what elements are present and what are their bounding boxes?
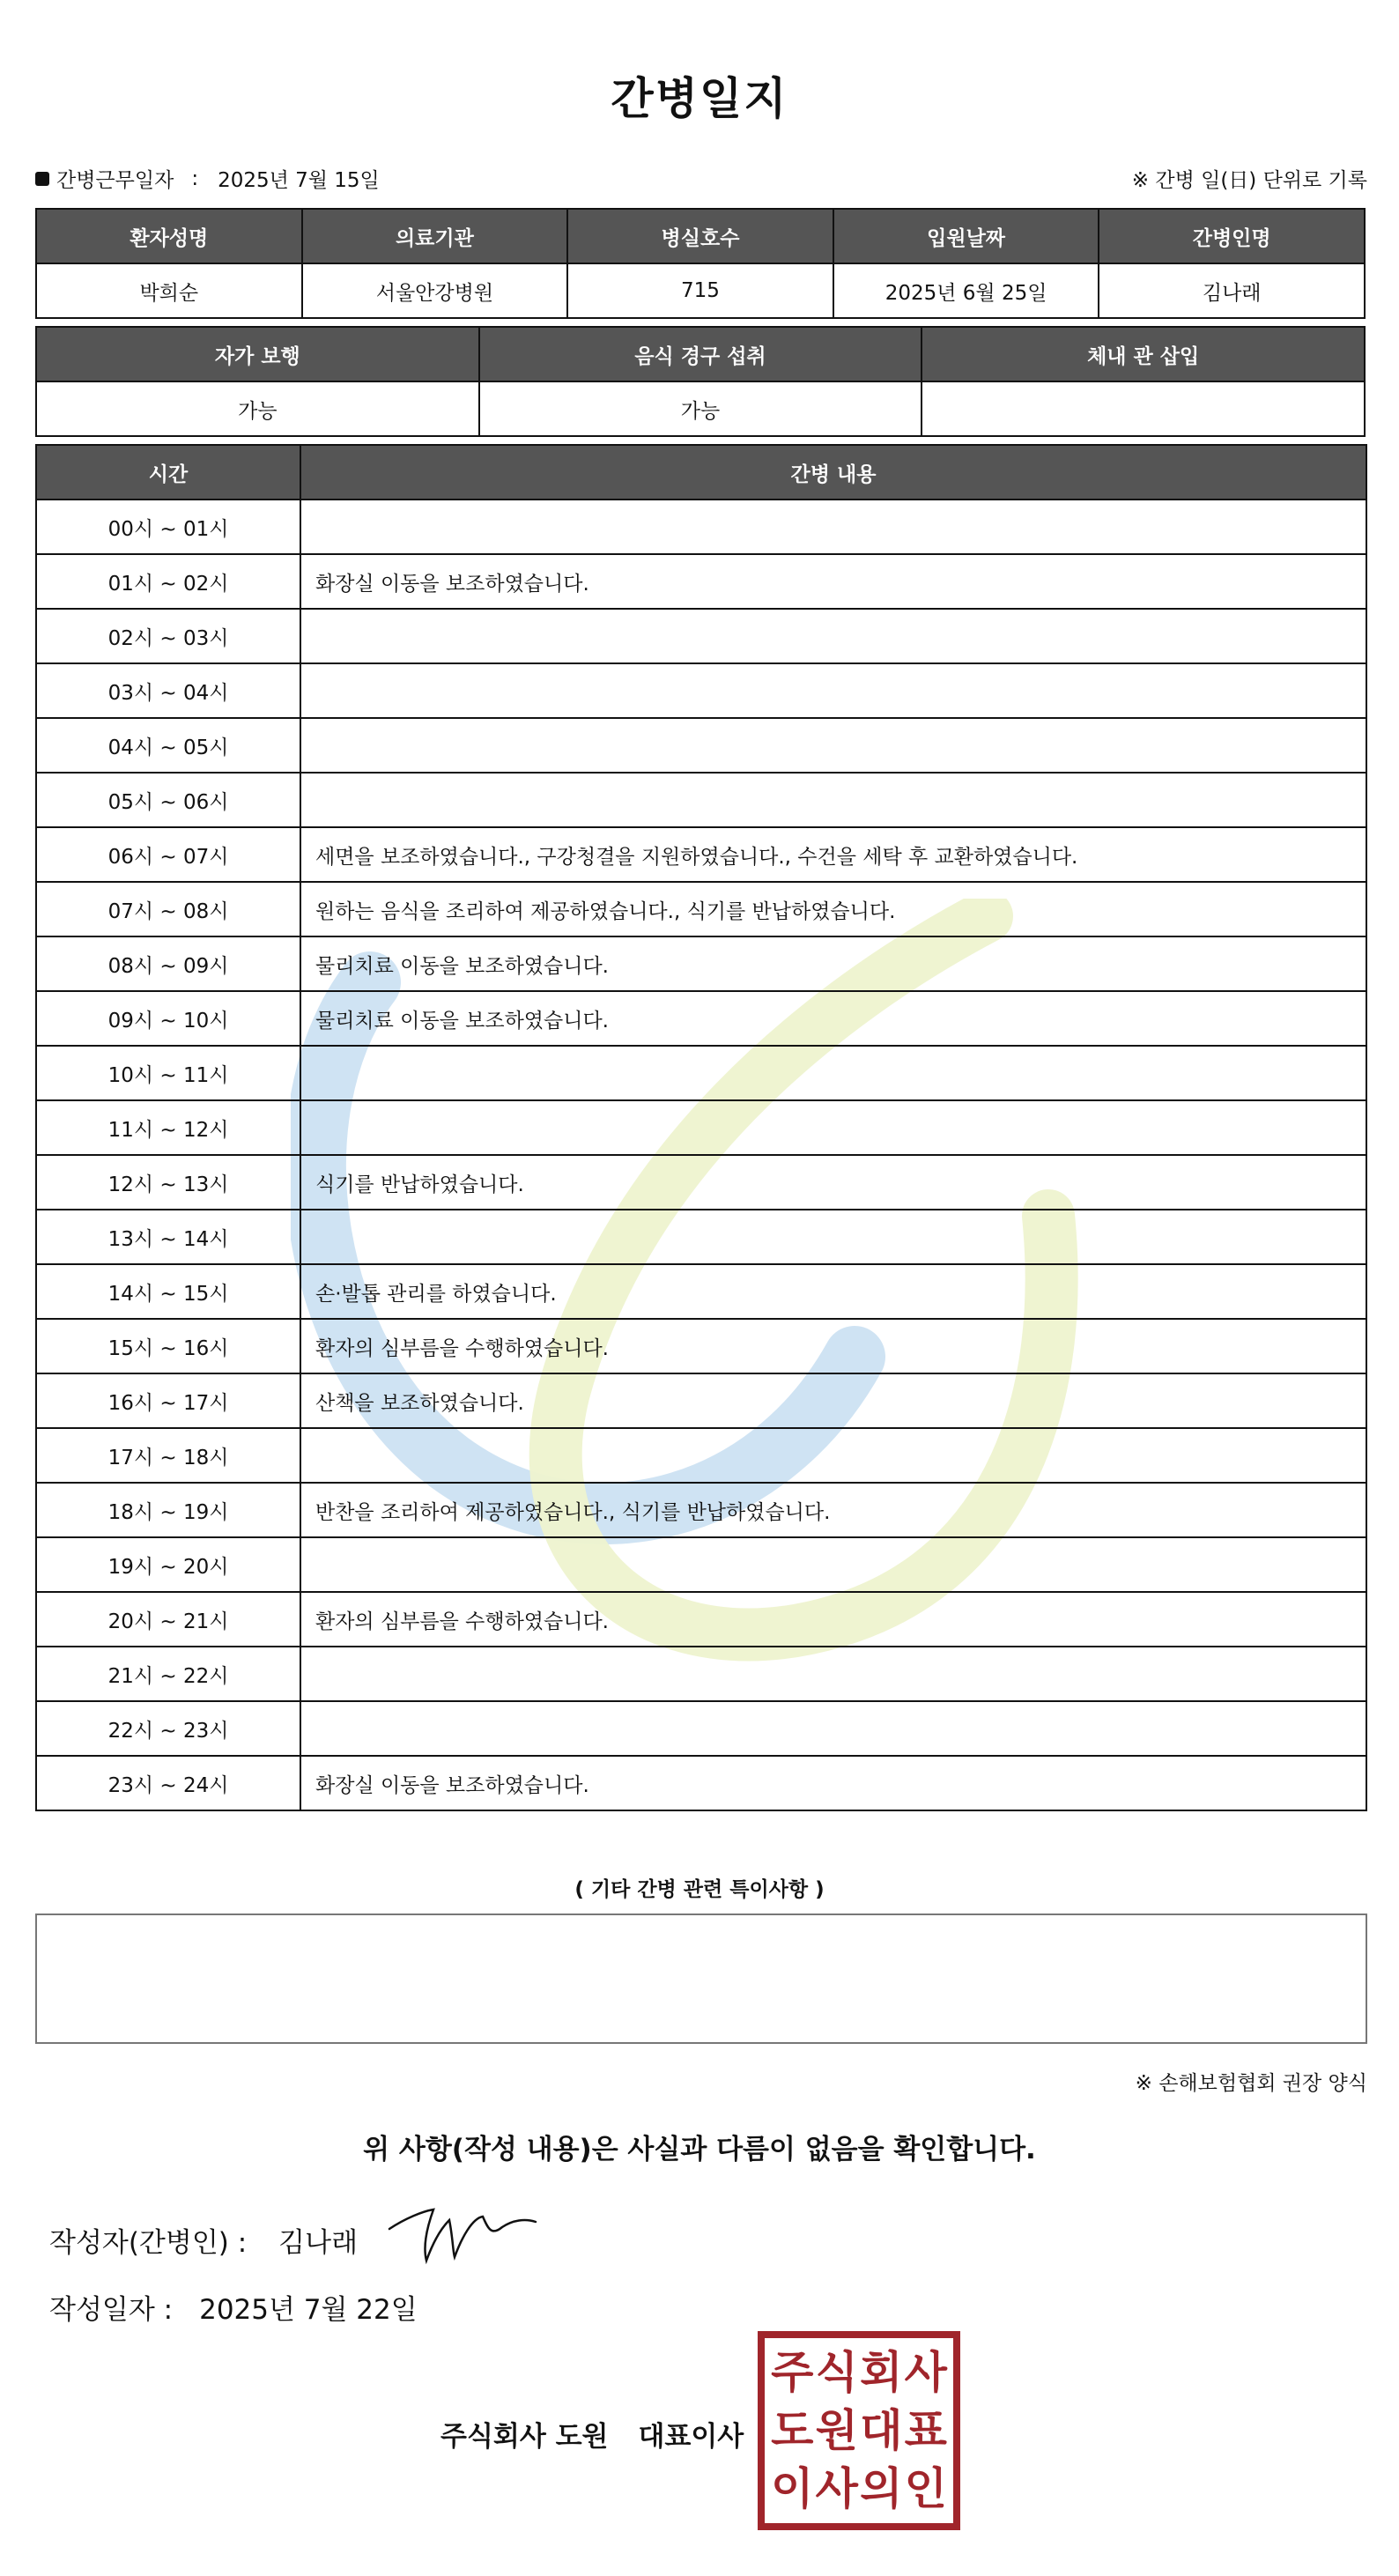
care-content — [300, 1046, 1366, 1100]
care-content: 화장실 이동을 보조하였습니다. — [300, 1756, 1366, 1810]
header-time: 시간 — [36, 445, 300, 500]
unit-note: ※ 간병 일(日) 단위로 기록 — [1131, 169, 1367, 192]
time-slot: 22시 ~ 23시 — [36, 1701, 300, 1756]
care-content: 물리치료 이동을 보조하였습니다. — [300, 936, 1366, 991]
table-row — [36, 1428, 1366, 1483]
table-row — [36, 663, 1366, 718]
care-content — [300, 663, 1366, 718]
time-slot: 10시 ~ 11시 — [36, 1046, 300, 1100]
table-row — [36, 718, 1366, 773]
table-row — [36, 609, 1366, 663]
written-date-label: 작성일자 : — [49, 2294, 174, 2326]
care-content: 손·발톱 관리를 하였습니다. — [300, 1264, 1366, 1319]
time-slot: 14시 ~ 15시 — [36, 1264, 300, 1319]
time-slot: 05시 ~ 06시 — [36, 773, 300, 827]
written-date-line — [49, 2287, 418, 2327]
table-row — [36, 1210, 1366, 1264]
table-row — [36, 882, 1366, 936]
header-care-content: 간병 내용 — [300, 445, 1366, 500]
time-slot: 08시 ~ 09시 — [36, 936, 300, 991]
seal-character: 도 — [771, 2405, 814, 2456]
table-row — [36, 1647, 1366, 1701]
header-tube-insertion: 체내 관 삽입 — [922, 327, 1365, 381]
care-content — [300, 1537, 1366, 1592]
care-content: 물리치료 이동을 보조하였습니다. — [300, 991, 1366, 1046]
patient-name: 박희순 — [36, 263, 302, 318]
time-slot: 09시 ~ 10시 — [36, 991, 300, 1046]
table-row — [36, 827, 1366, 882]
patient-status-table — [35, 326, 1366, 437]
table-row — [36, 1592, 1366, 1647]
company-line — [440, 2414, 744, 2454]
time-slot: 23시 ~ 24시 — [36, 1756, 300, 1810]
seal-character: 주 — [771, 2347, 814, 2398]
header-oral-intake: 음식 경구 섭취 — [479, 327, 922, 381]
time-slot: 15시 ~ 16시 — [36, 1319, 300, 1373]
tube-insertion-value — [922, 381, 1365, 436]
table-row — [36, 1756, 1366, 1810]
writer-name: 김나래 — [278, 2227, 359, 2259]
care-content — [300, 718, 1366, 773]
ceo-title: 대표이사 — [638, 2421, 744, 2453]
seal-character: 사 — [904, 2347, 947, 2398]
seal-characters — [770, 2343, 948, 2518]
written-date-value: 2025년 7월 22일 — [199, 2294, 418, 2326]
hourly-care-log-table — [35, 444, 1367, 1811]
header-admission-date: 입원날짜 — [833, 209, 1099, 263]
seal-character: 표 — [904, 2405, 947, 2456]
signature-mark — [388, 2202, 537, 2264]
seal-character: 인 — [904, 2463, 947, 2514]
self-walking-value: 가능 — [36, 381, 479, 436]
oral-intake-value: 가능 — [479, 381, 922, 436]
table-row — [36, 773, 1366, 827]
care-content: 반찬을 조리하여 제공하였습니다., 식기를 반납하였습니다. — [300, 1483, 1366, 1537]
time-slot: 04시 ~ 05시 — [36, 718, 300, 773]
care-content: 화장실 이동을 보조하였습니다. — [300, 554, 1366, 609]
work-date-line — [35, 164, 380, 193]
work-date-label: 간병근무일자 — [56, 169, 174, 192]
special-notes-box — [35, 1913, 1367, 2044]
time-slot: 03시 ~ 04시 — [36, 663, 300, 718]
confirmation-statement: 위 사항(작성 내용)은 사실과 다름이 없음을 확인합니다. — [363, 2134, 1036, 2165]
table-row — [36, 991, 1366, 1046]
table-row — [36, 1537, 1366, 1592]
caregiver-name: 김나래 — [1099, 263, 1365, 318]
care-content — [300, 500, 1366, 554]
care-content — [300, 1428, 1366, 1483]
header-patient-name: 환자성명 — [36, 209, 302, 263]
time-slot: 07시 ~ 08시 — [36, 882, 300, 936]
time-slot: 18시 ~ 19시 — [36, 1483, 300, 1537]
care-content — [300, 609, 1366, 663]
care-content — [300, 1210, 1366, 1264]
table-row — [36, 1046, 1366, 1100]
time-slot: 19시 ~ 20시 — [36, 1537, 300, 1592]
time-slot: 00시 ~ 01시 — [36, 500, 300, 554]
table-row — [36, 554, 1366, 609]
table-row — [36, 1701, 1366, 1756]
time-slot: 16시 ~ 17시 — [36, 1373, 300, 1428]
table-row — [36, 1373, 1366, 1428]
work-date-separator: : — [191, 167, 199, 190]
table-row — [36, 500, 1366, 554]
work-date-value: 2025년 7월 15일 — [218, 169, 380, 192]
company-name: 주식회사 도원 — [440, 2421, 609, 2453]
care-content — [300, 1100, 1366, 1155]
time-slot: 11시 ~ 12시 — [36, 1100, 300, 1155]
care-content — [300, 1701, 1366, 1756]
care-content: 세면을 보조하였습니다., 구강청결을 지원하였습니다., 수건을 세탁 후 교환하였습니다. — [300, 827, 1366, 882]
square-bullet-icon — [35, 172, 49, 186]
admission-date: 2025년 6월 25일 — [833, 263, 1099, 318]
care-content: 환자의 심부름을 수행하였습니다. — [300, 1319, 1366, 1373]
time-slot: 21시 ~ 22시 — [36, 1647, 300, 1701]
time-slot: 06시 ~ 07시 — [36, 827, 300, 882]
seal-character: 회 — [860, 2347, 903, 2398]
table-row — [36, 1264, 1366, 1319]
hospital-name: 서울안강병원 — [302, 263, 568, 318]
time-slot: 17시 ~ 18시 — [36, 1428, 300, 1483]
seal-character: 사 — [815, 2463, 858, 2514]
table-row — [36, 1100, 1366, 1155]
care-content — [300, 773, 1366, 827]
care-content: 식기를 반납하였습니다. — [300, 1155, 1366, 1210]
seal-character: 의 — [860, 2463, 903, 2514]
header-hospital: 의료기관 — [302, 209, 568, 263]
time-slot: 01시 ~ 02시 — [36, 554, 300, 609]
care-content — [300, 1647, 1366, 1701]
time-slot: 12시 ~ 13시 — [36, 1155, 300, 1210]
room-number: 715 — [567, 263, 833, 318]
signature-stroke — [389, 2210, 536, 2261]
time-slot: 13시 ~ 14시 — [36, 1210, 300, 1264]
document-title: 간병일지 — [611, 73, 788, 124]
table-row — [36, 1483, 1366, 1537]
care-content: 환자의 심부름을 수행하였습니다. — [300, 1592, 1366, 1647]
table-row — [36, 1319, 1366, 1373]
seal-character: 대 — [860, 2405, 903, 2456]
header-caregiver-name: 간병인명 — [1099, 209, 1365, 263]
header-self-walking: 자가 보행 — [36, 327, 479, 381]
time-slot: 02시 ~ 03시 — [36, 609, 300, 663]
seal-character: 원 — [815, 2405, 858, 2456]
company-seal-stamp — [758, 2331, 960, 2530]
special-notes-title: ( 기타 간병 관련 특이사항 ) — [574, 1878, 825, 1901]
table-row — [36, 936, 1366, 991]
table-row — [36, 1155, 1366, 1210]
care-content: 산책을 보조하였습니다. — [300, 1373, 1366, 1428]
log-rows — [36, 500, 1366, 1810]
care-content: 원하는 음식을 조리하여 제공하였습니다., 식기를 반납하였습니다. — [300, 882, 1366, 936]
form-note: ※ 손해보험협회 권장 양식 — [1135, 2072, 1367, 2095]
time-slot: 20시 ~ 21시 — [36, 1592, 300, 1647]
header-room-number: 병실호수 — [567, 209, 833, 263]
seal-character: 식 — [815, 2347, 858, 2398]
writer-label: 작성자(간병인) : — [49, 2227, 248, 2259]
seal-character: 이 — [771, 2463, 814, 2514]
patient-info-table — [35, 208, 1366, 319]
writer-line — [49, 2220, 358, 2260]
